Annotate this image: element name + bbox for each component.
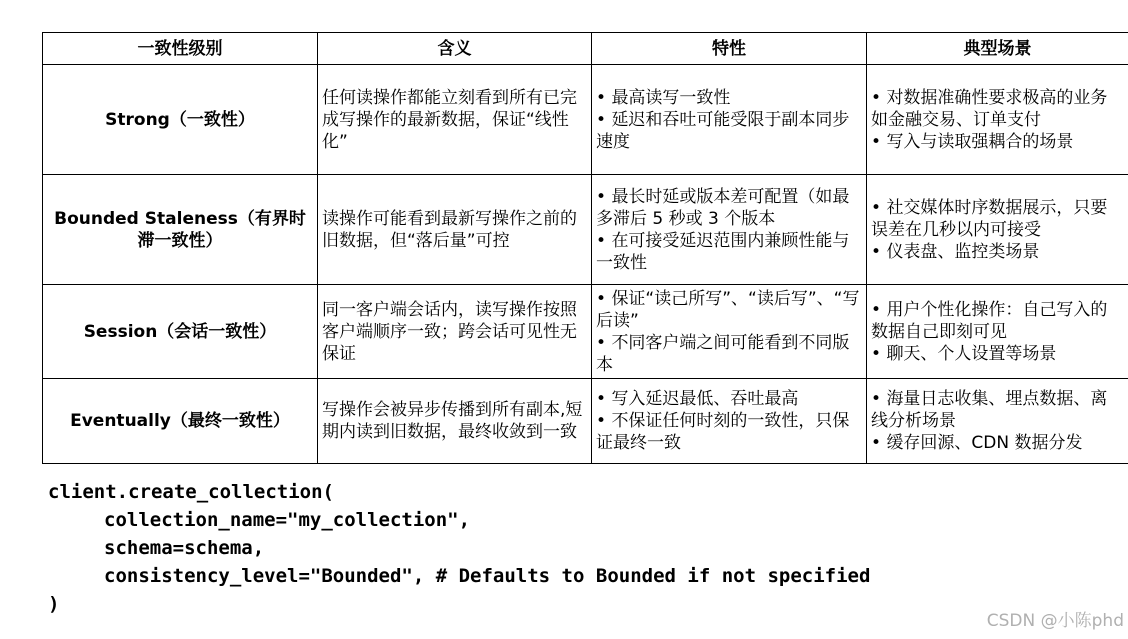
feature-item: • 不保证任何时刻的一致性，只保证最终一致 bbox=[596, 410, 862, 454]
feature-item: • 写入延迟最低、吞吐最高 bbox=[596, 388, 862, 410]
features-cell bbox=[592, 65, 867, 175]
features-cell bbox=[592, 175, 867, 285]
level-cell: Eventually（最终一致性） bbox=[43, 379, 318, 464]
table-row bbox=[43, 175, 1128, 285]
watermark: CSDN @小陈phd bbox=[986, 611, 1124, 631]
level-cell: Session（会话一致性） bbox=[43, 285, 318, 379]
meaning-cell: 读操作可能看到最新写操作之前的旧数据，但“落后量”可控 bbox=[318, 175, 592, 285]
header-level: 一致性级别 bbox=[43, 33, 318, 65]
feature-item: • 最高读写一致性 bbox=[596, 87, 862, 109]
header-scenarios: 典型场景 bbox=[867, 33, 1128, 65]
feature-item: • 在可接受延迟范围内兼顾性能与一致性 bbox=[596, 230, 862, 274]
scenario-item: • 写入与读取强耦合的场景 bbox=[871, 131, 1124, 153]
header-meaning: 含义 bbox=[318, 33, 592, 65]
code-line: schema=schema, bbox=[104, 537, 265, 559]
scenarios-cell bbox=[867, 65, 1128, 175]
features-cell bbox=[592, 285, 867, 379]
features-cell bbox=[592, 379, 867, 464]
table-row bbox=[43, 379, 1128, 464]
header-features: 特性 bbox=[592, 33, 867, 65]
scenario-item: • 海量日志收集、埋点数据、离线分析场景 bbox=[871, 388, 1124, 432]
feature-item: • 不同客户端之间可能看到不同版本 bbox=[596, 332, 862, 376]
table-row bbox=[43, 285, 1128, 379]
meaning-cell: 同一客户端会话内，读写操作按照客户端顺序一致；跨会话可见性无保证 bbox=[318, 285, 592, 379]
header-row bbox=[43, 33, 1128, 65]
scenario-item: • 缓存回源、CDN 数据分发 bbox=[871, 432, 1124, 454]
scenarios-cell bbox=[867, 175, 1128, 285]
level-cell: Bounded Staleness（有界时滞一致性） bbox=[43, 175, 318, 285]
feature-item: • 保证“读己所写”、“读后写”、“写后读” bbox=[596, 288, 862, 332]
feature-item: • 延迟和吞吐可能受限于副本同步速度 bbox=[596, 109, 862, 153]
code-line: collection_name="my_collection", bbox=[104, 509, 471, 531]
scenarios-cell bbox=[867, 285, 1128, 379]
feature-item: • 最长时延或版本差可配置（如最多滞后 5 秒或 3 个版本 bbox=[596, 186, 862, 230]
level-cell: Strong（一致性） bbox=[43, 65, 318, 175]
table-header bbox=[43, 33, 1128, 65]
scenario-item: • 用户个性化操作：自己写入的数据自己即刻可见 bbox=[871, 299, 1124, 343]
consistency-levels-table bbox=[42, 32, 1128, 464]
code-line: client.create_collection( bbox=[48, 481, 334, 503]
code-line: ) bbox=[48, 593, 60, 615]
scenario-item: • 仪表盘、监控类场景 bbox=[871, 241, 1124, 263]
scenario-item: • 社交媒体时序数据展示，只要误差在几秒以内可接受 bbox=[871, 197, 1124, 241]
table-row bbox=[43, 65, 1128, 175]
scenarios-cell bbox=[867, 379, 1128, 464]
code-line: consistency_level="Bounded", # Defaults to Bounded if not specified bbox=[104, 565, 871, 587]
scenario-item: • 对数据准确性要求极高的业务如金融交易、订单支付 bbox=[871, 87, 1124, 131]
meaning-cell: 写操作会被异步传播到所有副本,短期内读到旧数据，最终收敛到一致 bbox=[318, 379, 592, 464]
code-snippet bbox=[48, 478, 870, 618]
meaning-cell: 任何读操作都能立刻看到所有已完成写操作的最新数据，保证“线性化” bbox=[318, 65, 592, 175]
scenario-item: • 聊天、个人设置等场景 bbox=[871, 343, 1124, 365]
